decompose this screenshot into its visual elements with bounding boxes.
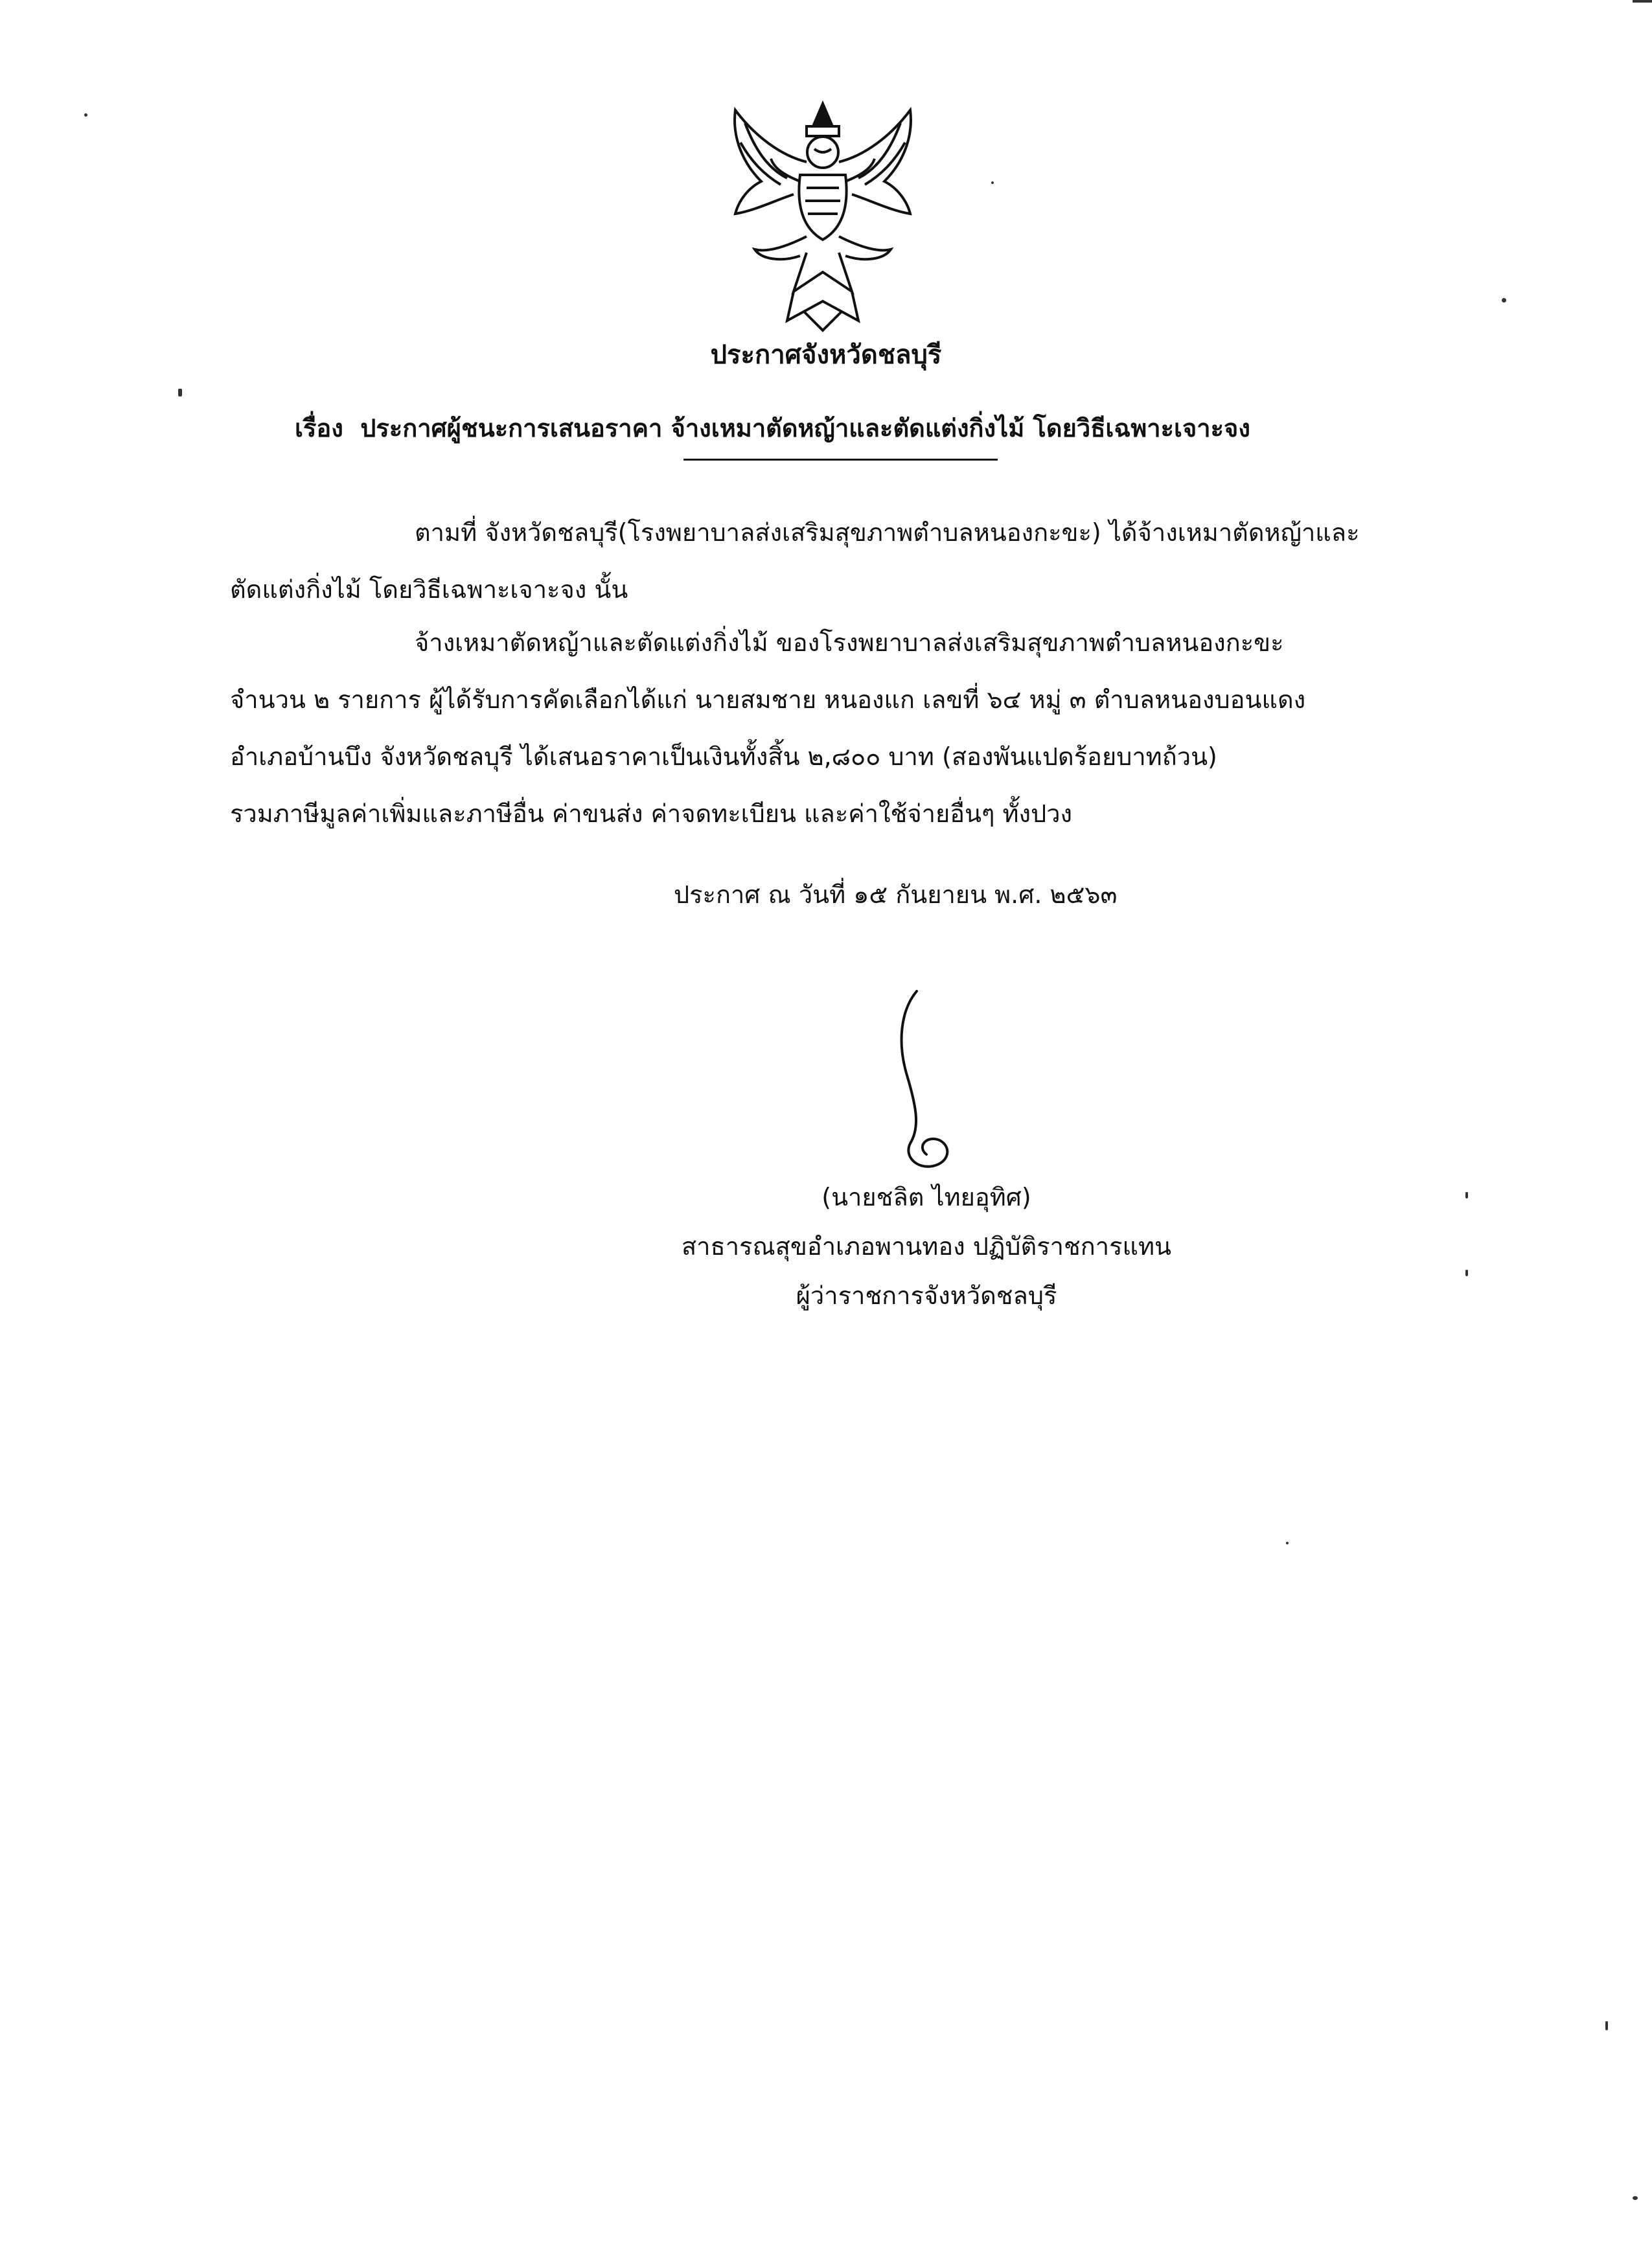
subject-text: ประกาศผู้ชนะการเสนอราคา จ้างเหมาตัดหญ้าและตัดแต่งกิ่งไม้ โดยวิธีเฉพาะเจาะจง — [360, 414, 1250, 442]
scan-speck — [1502, 298, 1506, 303]
garuda-emblem-icon — [716, 97, 930, 337]
paragraph-2-line-4: รวมภาษีมูลค่าเพิ่มและภาษีอื่น ค่าขนส่ง ค่าจดทะเบียน และค่าใช้จ่ายอื่นๆ ทั้งปวง — [230, 799, 1073, 828]
paragraph-2-line-2: จำนวน ๒ รายการ ผู้ได้รับการคัดเลือกได้แก่ นายสมชาย หนองแก เลขที่ ๖๔ หมู่ ๓ ตำบลหนองบอนแดง — [230, 685, 1306, 714]
paragraph-1-line-1: ตามที่ จังหวัดชลบุรี(โรงพยาบาลส่งเสริมสุขภาพตำบลหนองกะขะ) ได้จ้างเหมาตัดหญ้าและ — [415, 518, 1360, 547]
scan-speck — [1465, 1270, 1468, 1276]
paragraph-2-line-1: จ้างเหมาตัดหญ้าและตัดแต่งกิ่งไม้ ของโรงพยาบาลส่งเสริมสุขภาพตำบลหนองกะขะ — [415, 628, 1284, 657]
announcement-date: ประกาศ ณ วันที่ ๑๕ กันยายน พ.ศ. ๒๕๖๓ — [674, 880, 1118, 909]
scan-speck — [1605, 2021, 1608, 2030]
scan-speck — [1465, 1192, 1468, 1198]
subject-underline — [683, 459, 998, 461]
document-title: ประกาศจังหวัดชลบุรี — [710, 340, 942, 370]
signatory-position: สาธารณสุขอำเภอพานทอง ปฏิบัติราชการแทน — [681, 1232, 1172, 1261]
signatory-authority: ผู้ว่าราชการจังหวัดชลบุรี — [796, 1281, 1057, 1310]
signatory-name: (นายชลิต ไทยอุทิศ) — [821, 1183, 1031, 1211]
scan-speck — [178, 389, 182, 396]
scan-speck — [84, 113, 87, 117]
paragraph-1-line-2: ตัดแต่งกิ่งไม้ โดยวิธีเฉพาะเจาะจง นั้น — [230, 575, 628, 604]
paragraph-2-line-3: อำเภอบ้านบึง จังหวัดชลบุรี ได้เสนอราคาเป็นเงินทั้งสิ้น ๒,๘๐๐ บาท (สองพันแปดร้อยบาทถ้วน) — [230, 742, 1217, 771]
subject-label: เรื่อง — [295, 414, 343, 442]
scan-speck — [1633, 2196, 1638, 2200]
scan-speck — [1633, 0, 1652, 3]
scan-speck — [1286, 1542, 1289, 1544]
handwritten-signature-icon — [881, 985, 972, 1179]
signatory-block — [635, 1173, 1218, 1320]
subject-line — [295, 408, 1250, 448]
scan-speck — [991, 181, 994, 184]
